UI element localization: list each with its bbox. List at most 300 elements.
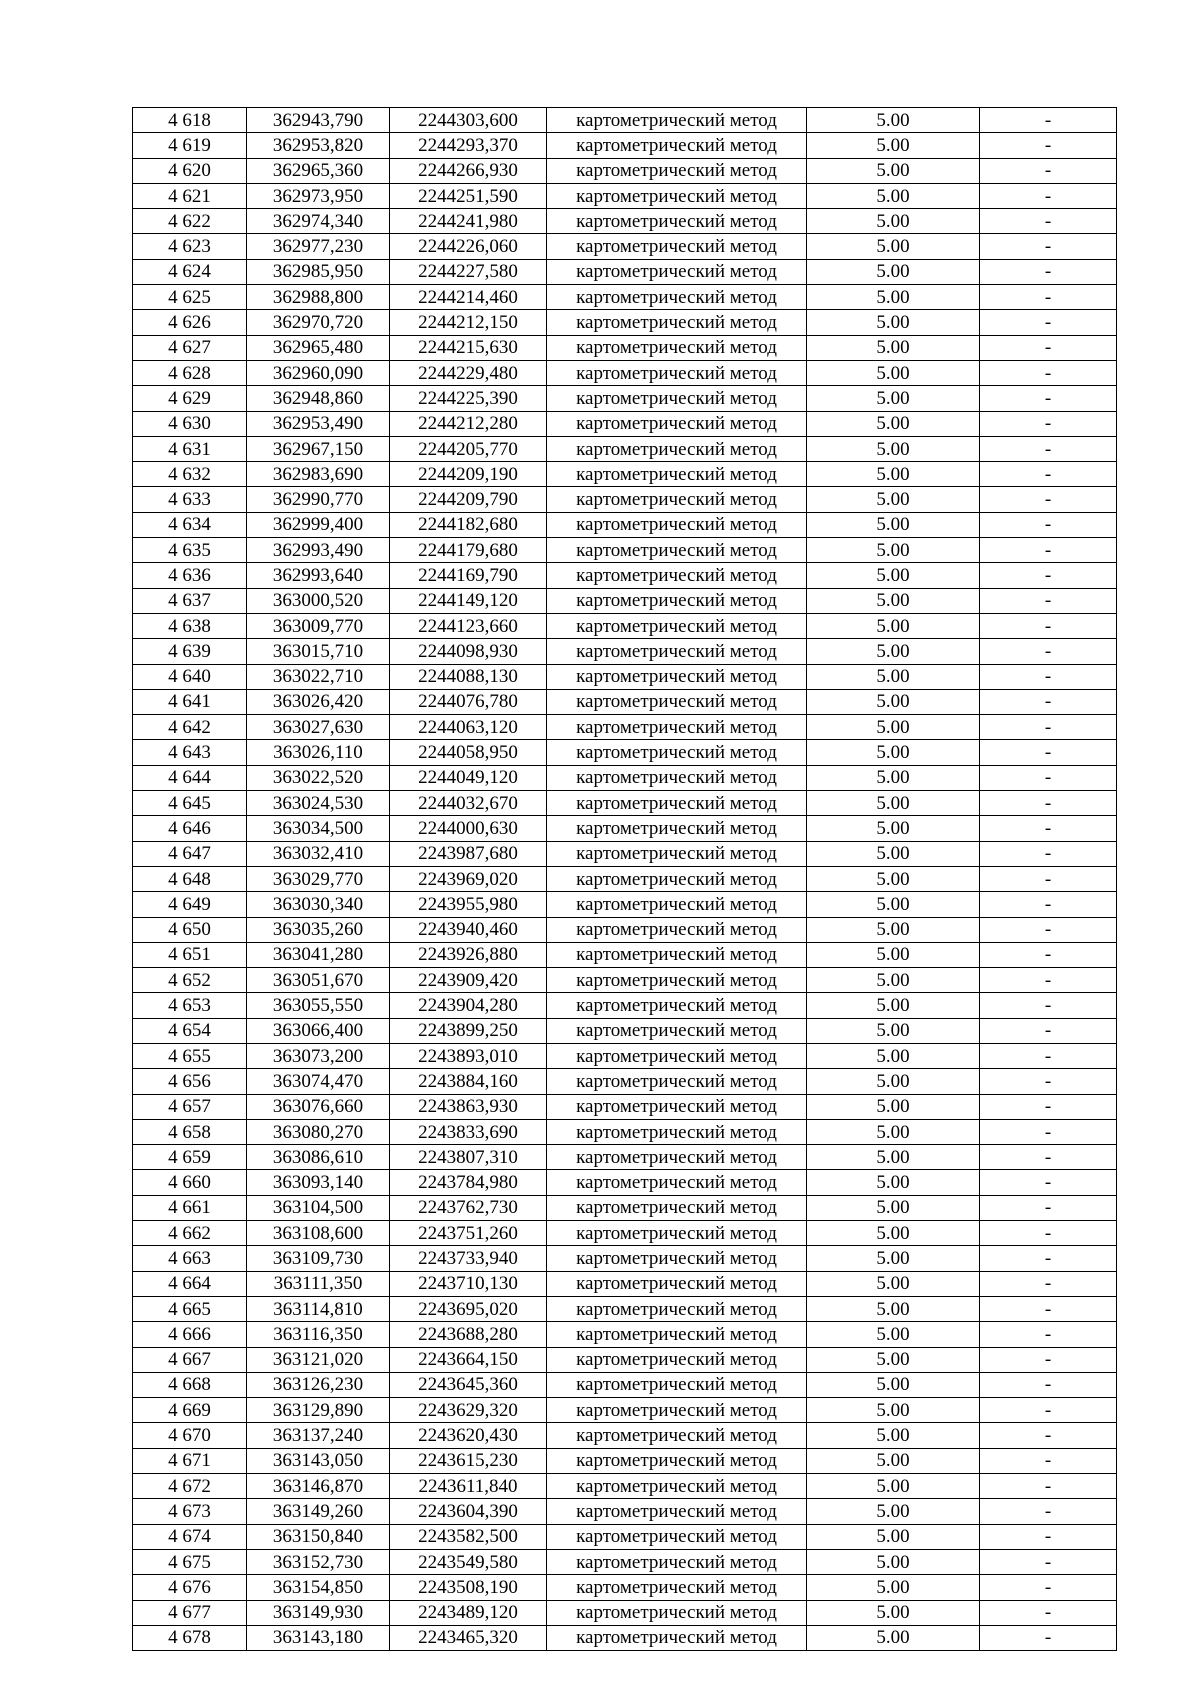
x-coordinate-cell: 363111,350: [247, 1271, 390, 1296]
description-cell: -: [980, 1296, 1117, 1321]
method-cell: картометрический метод: [547, 765, 807, 790]
x-coordinate-cell: 363086,610: [247, 1145, 390, 1170]
table-row: [133, 1322, 1117, 1347]
method-cell: картометрический метод: [547, 715, 807, 740]
table-row: [133, 1069, 1117, 1094]
precision-cell: 5.00: [807, 360, 980, 385]
x-coordinate-cell: 363041,280: [247, 942, 390, 967]
description-cell: -: [980, 791, 1117, 816]
y-coordinate-cell: 2244266,930: [390, 158, 547, 183]
description-cell: -: [980, 968, 1117, 993]
method-cell: картометрический метод: [547, 411, 807, 436]
description-cell: -: [980, 1069, 1117, 1094]
table-row: [133, 588, 1117, 613]
point-number-cell: 4 658: [133, 1119, 247, 1144]
point-number-cell: 4 657: [133, 1094, 247, 1119]
method-cell: картометрический метод: [547, 1018, 807, 1043]
description-cell: -: [980, 917, 1117, 942]
precision-cell: 5.00: [807, 1423, 980, 1448]
point-number-cell: 4 632: [133, 462, 247, 487]
method-cell: картометрический метод: [547, 1347, 807, 1372]
y-coordinate-cell: 2244063,120: [390, 715, 547, 740]
x-coordinate-cell: 362965,360: [247, 158, 390, 183]
precision-cell: 5.00: [807, 1448, 980, 1473]
description-cell: -: [980, 1170, 1117, 1195]
y-coordinate-cell: 2243955,980: [390, 892, 547, 917]
description-cell: -: [980, 1423, 1117, 1448]
table-row: [133, 563, 1117, 588]
point-number-cell: 4 622: [133, 209, 247, 234]
description-cell: -: [980, 386, 1117, 411]
description-cell: -: [980, 108, 1117, 133]
point-number-cell: 4 640: [133, 664, 247, 689]
point-number-cell: 4 633: [133, 487, 247, 512]
method-cell: картометрический метод: [547, 639, 807, 664]
table-row: [133, 1018, 1117, 1043]
table-row: [133, 1271, 1117, 1296]
y-coordinate-cell: 2244212,150: [390, 310, 547, 335]
point-number-cell: 4 678: [133, 1625, 247, 1650]
y-coordinate-cell: 2244215,630: [390, 335, 547, 360]
x-coordinate-cell: 363093,140: [247, 1170, 390, 1195]
x-coordinate-cell: 362993,640: [247, 563, 390, 588]
method-cell: картометрический метод: [547, 942, 807, 967]
description-cell: -: [980, 1549, 1117, 1574]
description-cell: -: [980, 1524, 1117, 1549]
method-cell: картометрический метод: [547, 968, 807, 993]
method-cell: картометрический метод: [547, 1170, 807, 1195]
table-row: [133, 158, 1117, 183]
method-cell: картометрический метод: [547, 285, 807, 310]
method-cell: картометрический метод: [547, 259, 807, 284]
y-coordinate-cell: 2244303,600: [390, 108, 547, 133]
description-cell: -: [980, 1625, 1117, 1650]
point-number-cell: 4 621: [133, 183, 247, 208]
precision-cell: 5.00: [807, 335, 980, 360]
x-coordinate-cell: 363051,670: [247, 968, 390, 993]
table-row: [133, 1474, 1117, 1499]
method-cell: картометрический метод: [547, 538, 807, 563]
precision-cell: 5.00: [807, 259, 980, 284]
x-coordinate-cell: 362948,860: [247, 386, 390, 411]
method-cell: картометрический метод: [547, 1043, 807, 1068]
description-cell: -: [980, 1221, 1117, 1246]
method-cell: картометрический метод: [547, 1524, 807, 1549]
point-number-cell: 4 635: [133, 538, 247, 563]
point-number-cell: 4 626: [133, 310, 247, 335]
description-cell: -: [980, 360, 1117, 385]
precision-cell: 5.00: [807, 1246, 980, 1271]
precision-cell: 5.00: [807, 563, 980, 588]
description-cell: -: [980, 1195, 1117, 1220]
method-cell: картометрический метод: [547, 1322, 807, 1347]
x-coordinate-cell: 363000,520: [247, 588, 390, 613]
point-number-cell: 4 665: [133, 1296, 247, 1321]
description-cell: -: [980, 1347, 1117, 1372]
point-number-cell: 4 631: [133, 436, 247, 461]
x-coordinate-cell: 362974,340: [247, 209, 390, 234]
method-cell: картометрический метод: [547, 588, 807, 613]
point-number-cell: 4 661: [133, 1195, 247, 1220]
x-coordinate-cell: 362990,770: [247, 487, 390, 512]
method-cell: картометрический метод: [547, 816, 807, 841]
description-cell: -: [980, 1043, 1117, 1068]
table-row: [133, 259, 1117, 284]
description-cell: -: [980, 436, 1117, 461]
y-coordinate-cell: 2243904,280: [390, 993, 547, 1018]
x-coordinate-cell: 362953,820: [247, 133, 390, 158]
y-coordinate-cell: 2244000,630: [390, 816, 547, 841]
x-coordinate-cell: 362977,230: [247, 234, 390, 259]
method-cell: картометрический метод: [547, 462, 807, 487]
x-coordinate-cell: 363055,550: [247, 993, 390, 1018]
x-coordinate-cell: 363027,630: [247, 715, 390, 740]
description-cell: -: [980, 613, 1117, 638]
table-row: [133, 411, 1117, 436]
method-cell: картометрический метод: [547, 183, 807, 208]
precision-cell: 5.00: [807, 512, 980, 537]
x-coordinate-cell: 362953,490: [247, 411, 390, 436]
precision-cell: 5.00: [807, 462, 980, 487]
y-coordinate-cell: 2244241,980: [390, 209, 547, 234]
precision-cell: 5.00: [807, 411, 980, 436]
table-row: [133, 1600, 1117, 1625]
precision-cell: 5.00: [807, 1119, 980, 1144]
y-coordinate-cell: 2244227,580: [390, 259, 547, 284]
x-coordinate-cell: 363022,520: [247, 765, 390, 790]
description-cell: -: [980, 841, 1117, 866]
method-cell: картометрический метод: [547, 1398, 807, 1423]
table-row: [133, 1296, 1117, 1321]
precision-cell: 5.00: [807, 1296, 980, 1321]
point-number-cell: 4 623: [133, 234, 247, 259]
precision-cell: 5.00: [807, 209, 980, 234]
point-number-cell: 4 651: [133, 942, 247, 967]
table-row: [133, 512, 1117, 537]
table-row: [133, 1524, 1117, 1549]
table-row: [133, 1170, 1117, 1195]
point-number-cell: 4 670: [133, 1423, 247, 1448]
table-row: [133, 234, 1117, 259]
point-number-cell: 4 666: [133, 1322, 247, 1347]
precision-cell: 5.00: [807, 1625, 980, 1650]
y-coordinate-cell: 2243549,580: [390, 1549, 547, 1574]
precision-cell: 5.00: [807, 740, 980, 765]
y-coordinate-cell: 2244123,660: [390, 613, 547, 638]
y-coordinate-cell: 2243807,310: [390, 1145, 547, 1170]
precision-cell: 5.00: [807, 1600, 980, 1625]
x-coordinate-cell: 362983,690: [247, 462, 390, 487]
point-number-cell: 4 628: [133, 360, 247, 385]
method-cell: картометрический метод: [547, 1549, 807, 1574]
y-coordinate-cell: 2243710,130: [390, 1271, 547, 1296]
method-cell: картометрический метод: [547, 740, 807, 765]
precision-cell: 5.00: [807, 1195, 980, 1220]
x-coordinate-cell: 363026,110: [247, 740, 390, 765]
precision-cell: 5.00: [807, 1069, 980, 1094]
y-coordinate-cell: 2243733,940: [390, 1246, 547, 1271]
method-cell: картометрический метод: [547, 436, 807, 461]
point-number-cell: 4 638: [133, 613, 247, 638]
description-cell: -: [980, 487, 1117, 512]
table-row: [133, 1499, 1117, 1524]
table-row: [133, 816, 1117, 841]
method-cell: картометрический метод: [547, 791, 807, 816]
y-coordinate-cell: 2243604,390: [390, 1499, 547, 1524]
description-cell: -: [980, 1372, 1117, 1397]
method-cell: картометрический метод: [547, 1372, 807, 1397]
y-coordinate-cell: 2243489,120: [390, 1600, 547, 1625]
point-number-cell: 4 673: [133, 1499, 247, 1524]
precision-cell: 5.00: [807, 1094, 980, 1119]
description-cell: -: [980, 285, 1117, 310]
table-row: [133, 335, 1117, 360]
table-row: [133, 462, 1117, 487]
y-coordinate-cell: 2243884,160: [390, 1069, 547, 1094]
x-coordinate-cell: 363116,350: [247, 1322, 390, 1347]
precision-cell: 5.00: [807, 664, 980, 689]
table-row: [133, 1145, 1117, 1170]
table-row: [133, 285, 1117, 310]
method-cell: картометрический метод: [547, 1625, 807, 1650]
x-coordinate-cell: 363022,710: [247, 664, 390, 689]
description-cell: -: [980, 1246, 1117, 1271]
description-cell: -: [980, 1119, 1117, 1144]
point-number-cell: 4 639: [133, 639, 247, 664]
x-coordinate-cell: 363029,770: [247, 866, 390, 891]
point-number-cell: 4 660: [133, 1170, 247, 1195]
point-number-cell: 4 646: [133, 816, 247, 841]
precision-cell: 5.00: [807, 866, 980, 891]
method-cell: картометрический метод: [547, 1448, 807, 1473]
y-coordinate-cell: 2243611,840: [390, 1474, 547, 1499]
y-coordinate-cell: 2244058,950: [390, 740, 547, 765]
description-cell: -: [980, 765, 1117, 790]
precision-cell: 5.00: [807, 183, 980, 208]
point-number-cell: 4 677: [133, 1600, 247, 1625]
y-coordinate-cell: 2244214,460: [390, 285, 547, 310]
description-cell: -: [980, 1448, 1117, 1473]
x-coordinate-cell: 362965,480: [247, 335, 390, 360]
method-cell: картометрический метод: [547, 664, 807, 689]
method-cell: картометрический метод: [547, 1094, 807, 1119]
method-cell: картометрический метод: [547, 1246, 807, 1271]
method-cell: картометрический метод: [547, 563, 807, 588]
table-row: [133, 108, 1117, 133]
description-cell: -: [980, 740, 1117, 765]
x-coordinate-cell: 363149,930: [247, 1600, 390, 1625]
point-number-cell: 4 675: [133, 1549, 247, 1574]
x-coordinate-cell: 362988,800: [247, 285, 390, 310]
table-row: [133, 133, 1117, 158]
y-coordinate-cell: 2244229,480: [390, 360, 547, 385]
method-cell: картометрический метод: [547, 1575, 807, 1600]
y-coordinate-cell: 2244226,060: [390, 234, 547, 259]
precision-cell: 5.00: [807, 1018, 980, 1043]
description-cell: -: [980, 259, 1117, 284]
point-number-cell: 4 636: [133, 563, 247, 588]
x-coordinate-cell: 363009,770: [247, 613, 390, 638]
method-cell: картометрический метод: [547, 1271, 807, 1296]
method-cell: картометрический метод: [547, 1069, 807, 1094]
table-row: [133, 942, 1117, 967]
x-coordinate-cell: 363154,850: [247, 1575, 390, 1600]
method-cell: картометрический метод: [547, 689, 807, 714]
point-number-cell: 4 654: [133, 1018, 247, 1043]
description-cell: -: [980, 892, 1117, 917]
point-number-cell: 4 676: [133, 1575, 247, 1600]
x-coordinate-cell: 363030,340: [247, 892, 390, 917]
x-coordinate-cell: 363143,180: [247, 1625, 390, 1650]
point-number-cell: 4 671: [133, 1448, 247, 1473]
y-coordinate-cell: 2244076,780: [390, 689, 547, 714]
table-row: [133, 310, 1117, 335]
method-cell: картометрический метод: [547, 234, 807, 259]
point-number-cell: 4 643: [133, 740, 247, 765]
precision-cell: 5.00: [807, 639, 980, 664]
x-coordinate-cell: 362970,720: [247, 310, 390, 335]
precision-cell: 5.00: [807, 1474, 980, 1499]
y-coordinate-cell: 2243899,250: [390, 1018, 547, 1043]
method-cell: картометрический метод: [547, 209, 807, 234]
method-cell: картометрический метод: [547, 512, 807, 537]
y-coordinate-cell: 2244209,790: [390, 487, 547, 512]
precision-cell: 5.00: [807, 487, 980, 512]
y-coordinate-cell: 2244205,770: [390, 436, 547, 461]
table-row: [133, 386, 1117, 411]
method-cell: картометрический метод: [547, 1474, 807, 1499]
table-row: [133, 436, 1117, 461]
x-coordinate-cell: 362973,950: [247, 183, 390, 208]
point-number-cell: 4 652: [133, 968, 247, 993]
x-coordinate-cell: 363032,410: [247, 841, 390, 866]
table-row: [133, 765, 1117, 790]
precision-cell: 5.00: [807, 841, 980, 866]
precision-cell: 5.00: [807, 689, 980, 714]
y-coordinate-cell: 2243940,460: [390, 917, 547, 942]
description-cell: -: [980, 1145, 1117, 1170]
point-number-cell: 4 637: [133, 588, 247, 613]
description-cell: -: [980, 1398, 1117, 1423]
y-coordinate-cell: 2244149,120: [390, 588, 547, 613]
y-coordinate-cell: 2244212,280: [390, 411, 547, 436]
method-cell: картометрический метод: [547, 1221, 807, 1246]
x-coordinate-cell: 363129,890: [247, 1398, 390, 1423]
table-row: [133, 209, 1117, 234]
y-coordinate-cell: 2243508,190: [390, 1575, 547, 1600]
precision-cell: 5.00: [807, 386, 980, 411]
y-coordinate-cell: 2244179,680: [390, 538, 547, 563]
method-cell: картометрический метод: [547, 1423, 807, 1448]
table-row: [133, 1423, 1117, 1448]
point-number-cell: 4 641: [133, 689, 247, 714]
description-cell: -: [980, 209, 1117, 234]
table-row: [133, 968, 1117, 993]
y-coordinate-cell: 2243833,690: [390, 1119, 547, 1144]
table-row: [133, 639, 1117, 664]
method-cell: картометрический метод: [547, 133, 807, 158]
point-number-cell: 4 624: [133, 259, 247, 284]
y-coordinate-cell: 2243664,150: [390, 1347, 547, 1372]
y-coordinate-cell: 2243695,020: [390, 1296, 547, 1321]
description-cell: -: [980, 512, 1117, 537]
precision-cell: 5.00: [807, 1549, 980, 1574]
table-row: [133, 1347, 1117, 1372]
coordinates-table-body: [133, 108, 1117, 1651]
x-coordinate-cell: 363066,400: [247, 1018, 390, 1043]
method-cell: картометрический метод: [547, 993, 807, 1018]
table-row: [133, 538, 1117, 563]
x-coordinate-cell: 363108,600: [247, 1221, 390, 1246]
precision-cell: 5.00: [807, 158, 980, 183]
method-cell: картометрический метод: [547, 917, 807, 942]
precision-cell: 5.00: [807, 1398, 980, 1423]
table-row: [133, 1549, 1117, 1574]
description-cell: -: [980, 588, 1117, 613]
table-row: [133, 1119, 1117, 1144]
y-coordinate-cell: 2243582,500: [390, 1524, 547, 1549]
y-coordinate-cell: 2243645,360: [390, 1372, 547, 1397]
y-coordinate-cell: 2243909,420: [390, 968, 547, 993]
table-row: [133, 1448, 1117, 1473]
table-row: [133, 866, 1117, 891]
table-row: [133, 791, 1117, 816]
x-coordinate-cell: 363035,260: [247, 917, 390, 942]
precision-cell: 5.00: [807, 1575, 980, 1600]
y-coordinate-cell: 2243751,260: [390, 1221, 547, 1246]
precision-cell: 5.00: [807, 791, 980, 816]
point-number-cell: 4 625: [133, 285, 247, 310]
x-coordinate-cell: 363024,530: [247, 791, 390, 816]
description-cell: -: [980, 942, 1117, 967]
description-cell: -: [980, 639, 1117, 664]
table-row: [133, 892, 1117, 917]
point-number-cell: 4 618: [133, 108, 247, 133]
point-number-cell: 4 672: [133, 1474, 247, 1499]
y-coordinate-cell: 2243987,680: [390, 841, 547, 866]
point-number-cell: 4 619: [133, 133, 247, 158]
table-row: [133, 1043, 1117, 1068]
x-coordinate-cell: 363121,020: [247, 1347, 390, 1372]
precision-cell: 5.00: [807, 1145, 980, 1170]
description-cell: -: [980, 1474, 1117, 1499]
point-number-cell: 4 669: [133, 1398, 247, 1423]
method-cell: картометрический метод: [547, 335, 807, 360]
table-row: [133, 841, 1117, 866]
x-coordinate-cell: 363076,660: [247, 1094, 390, 1119]
table-row: [133, 740, 1117, 765]
point-number-cell: 4 659: [133, 1145, 247, 1170]
description-cell: -: [980, 715, 1117, 740]
description-cell: -: [980, 1094, 1117, 1119]
point-number-cell: 4 667: [133, 1347, 247, 1372]
y-coordinate-cell: 2243969,020: [390, 866, 547, 891]
precision-cell: 5.00: [807, 968, 980, 993]
description-cell: -: [980, 816, 1117, 841]
table-row: [133, 360, 1117, 385]
precision-cell: 5.00: [807, 1347, 980, 1372]
point-number-cell: 4 630: [133, 411, 247, 436]
method-cell: картометрический метод: [547, 158, 807, 183]
y-coordinate-cell: 2244251,590: [390, 183, 547, 208]
method-cell: картометрический метод: [547, 1296, 807, 1321]
table-row: [133, 715, 1117, 740]
description-cell: -: [980, 1322, 1117, 1347]
point-number-cell: 4 662: [133, 1221, 247, 1246]
precision-cell: 5.00: [807, 1322, 980, 1347]
description-cell: -: [980, 538, 1117, 563]
x-coordinate-cell: 362943,790: [247, 108, 390, 133]
